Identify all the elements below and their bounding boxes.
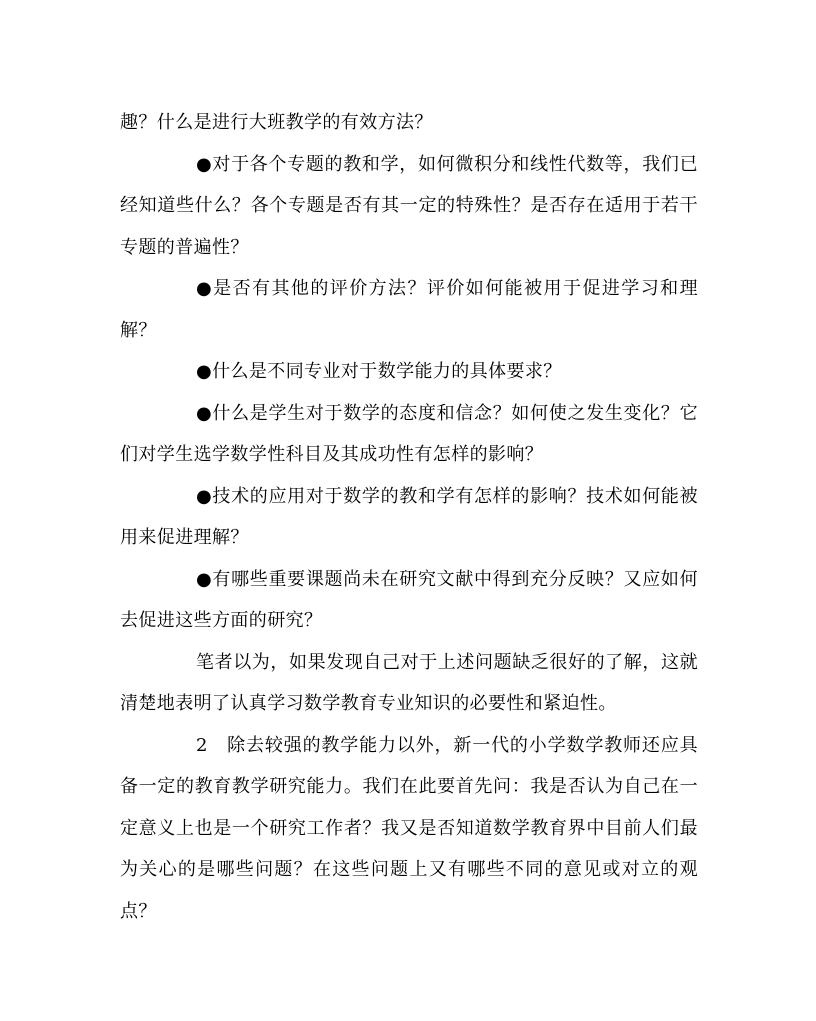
paragraph-bullet-evaluation: ●是否有其他的评价方法？评价如何能被用于促进学习和理解？ [120,278,698,341]
paragraph-bullet-technology: ●技术的应用对于数学的教和学有怎样的影响？技术如何能被用来促进理解？ [120,485,698,548]
document-body [120,102,698,932]
paragraph-bullet-research-gaps: ●有哪些重要课题尚未在研究文献中得到充分反映？又应如何去促进这些方面的研究？ [120,568,698,631]
paragraph-bullet-attitudes: ●什么是学生对于数学的态度和信念？如何使之发生变化？它们对学生选学数学性科目及其成功性有怎样的影响？ [120,402,698,465]
paragraph-research-ability: 2 除去较强的教学能力以外，新一代的小学数学教师还应具备一定的教育教学研究能力。我们在此要首先问：我是否认为自己在一定意义上也是一个研究工作者？我又是否知道数学教育界中目前人们最为关心的是哪些问题？在这些问题上又有哪些不同的意见或对立的观点？ [120,734,698,922]
paragraph-author-opinion: 笔者以为，如果发现自己对于上述问题缺乏很好的了解，这就清楚地表明了认真学习数学教育专业知识的必要性和紧迫性。 [120,651,698,714]
paragraph-continuation: 趣？什么是进行大班教学的有效方法？ [120,112,433,133]
paragraph-bullet-topics: ●对于各个专题的教和学，如何微积分和线性代数等，我们已经知道些什么？各个专题是否有其一定的特殊性？是否存在适用于若干专题的普遍性？ [120,153,698,258]
paragraph-bullet-requirements: ●什么是不同专业对于数学能力的具体要求？ [196,361,562,382]
